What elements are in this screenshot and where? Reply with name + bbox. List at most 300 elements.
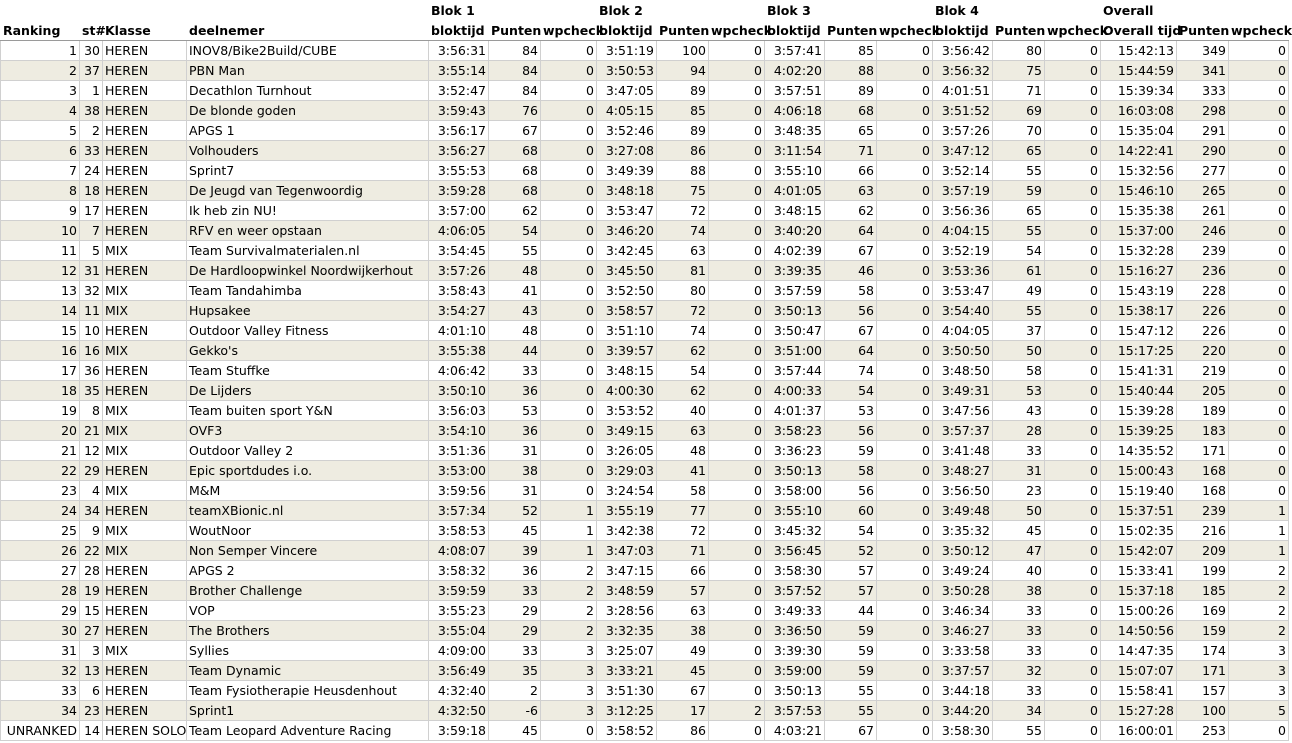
cell-klasse: HEREN [103,621,187,641]
cell-blok2-punten: 88 [657,161,709,181]
cell-startnummer: 35 [80,381,103,401]
cell-blok1-wpcheck: 0 [541,81,597,101]
cell-klasse: HEREN [103,581,187,601]
cell-ranking: 6 [1,141,80,161]
cell-blok1-punten: 84 [489,41,541,61]
cell-blok4-bloktijd: 3:52:14 [933,161,993,181]
cell-startnummer: 23 [80,701,103,721]
cell-overall-punten: 199 [1177,561,1229,581]
cell-blok1-bloktijd: 3:59:59 [429,581,489,601]
cell-blok2-wpcheck: 0 [709,361,765,381]
cell-overall-tijd: 14:22:41 [1101,141,1177,161]
cell-blok4-wpcheck: 0 [1045,301,1101,321]
cell-blok4-wpcheck: 0 [1045,481,1101,501]
blok1-header: Blok 1 [429,1,489,21]
cell-blok2-punten: 77 [657,501,709,521]
cell-blok3-bloktijd: 4:01:05 [765,181,825,201]
cell-blok4-wpcheck: 0 [1045,81,1101,101]
cell-blok2-punten: 72 [657,521,709,541]
cell-blok2-wpcheck: 0 [709,141,765,161]
cell-blok2-wpcheck: 0 [709,261,765,281]
cell-blok3-bloktijd: 4:02:39 [765,241,825,261]
cell-blok3-bloktijd: 3:49:33 [765,601,825,621]
cell-overall-punten: 236 [1177,261,1229,281]
cell-blok4-bloktijd: 3:49:24 [933,561,993,581]
cell-blok3-punten: 68 [825,101,877,121]
cell-blok3-punten: 64 [825,341,877,361]
cell-blok4-punten: 70 [993,121,1045,141]
cell-blok4-punten: 33 [993,601,1045,621]
cell-blok2-wpcheck: 0 [709,81,765,101]
cell-overall-wpcheck: 0 [1229,41,1289,61]
table-row [1,181,1289,201]
cell-blok3-wpcheck: 0 [877,141,933,161]
cell-blok2-bloktijd: 3:26:05 [597,441,657,461]
cell-ranking: 27 [1,561,80,581]
cell-deelnemer: VOP [187,601,429,621]
overall-header: Overall [1101,1,1177,21]
cell-deelnemer: Brother Challenge [187,581,429,601]
cell-blok4-wpcheck: 0 [1045,421,1101,441]
cell-blok1-punten: 52 [489,501,541,521]
cell-blok3-punten: 58 [825,281,877,301]
column-header-row [1,21,1289,41]
cell-overall-tijd: 15:33:41 [1101,561,1177,581]
table-row [1,581,1289,601]
cell-blok1-punten: 29 [489,621,541,641]
cell-blok2-bloktijd: 3:24:54 [597,481,657,501]
cell-klasse: MIX [103,441,187,461]
cell-blok1-punten: 48 [489,321,541,341]
cell-blok1-wpcheck: 2 [541,581,597,601]
cell-ranking: 19 [1,401,80,421]
cell-klasse: HEREN [103,261,187,281]
cell-overall-wpcheck: 0 [1229,221,1289,241]
cell-blok2-bloktijd: 3:48:18 [597,181,657,201]
table-row [1,481,1289,501]
cell-blok2-wpcheck: 0 [709,441,765,461]
cell-blok3-wpcheck: 0 [877,441,933,461]
table-row [1,461,1289,481]
cell-blok1-bloktijd: 3:54:45 [429,241,489,261]
cell-blok1-punten: 68 [489,141,541,161]
cell-blok4-bloktijd: 3:50:28 [933,581,993,601]
cell-overall-wpcheck: 0 [1229,161,1289,181]
table-row [1,41,1289,61]
cell-startnummer: 1 [80,81,103,101]
cell-blok1-wpcheck: 1 [541,501,597,521]
cell-blok2-bloktijd: 3:47:05 [597,81,657,101]
cell-deelnemer: Decathlon Turnhout [187,81,429,101]
cell-overall-tijd: 15:37:00 [1101,221,1177,241]
cell-deelnemer: M&M [187,481,429,501]
cell-blok3-punten: 59 [825,661,877,681]
col-blok1-wpcheck: wpcheck [541,21,597,41]
cell-blok4-punten: 61 [993,261,1045,281]
cell-startnummer: 8 [80,401,103,421]
cell-blok2-wpcheck: 0 [709,641,765,661]
cell-blok4-bloktijd: 4:04:05 [933,321,993,341]
cell-blok2-punten: 45 [657,661,709,681]
cell-blok3-bloktijd: 3:57:44 [765,361,825,381]
cell-blok3-punten: 88 [825,61,877,81]
cell-deelnemer: De blonde goden [187,101,429,121]
table-row [1,661,1289,681]
table-row [1,341,1289,361]
cell-overall-punten: 239 [1177,501,1229,521]
cell-blok1-bloktijd: 4:32:50 [429,701,489,721]
col-blok4-punten: Punten [993,21,1045,41]
cell-blok2-bloktijd: 3:52:50 [597,281,657,301]
cell-blok1-wpcheck: 0 [541,181,597,201]
cell-blok3-punten: 63 [825,181,877,201]
cell-klasse: HEREN [103,61,187,81]
cell-blok1-punten: 39 [489,541,541,561]
cell-startnummer: 28 [80,561,103,581]
cell-blok4-punten: 59 [993,181,1045,201]
cell-blok4-punten: 47 [993,541,1045,561]
cell-blok4-wpcheck: 0 [1045,561,1101,581]
cell-blok4-punten: 55 [993,161,1045,181]
cell-deelnemer: RFV en weer opstaan [187,221,429,241]
cell-overall-wpcheck: 1 [1229,521,1289,541]
cell-overall-wpcheck: 2 [1229,581,1289,601]
cell-startnummer: 24 [80,161,103,181]
cell-blok2-wpcheck: 0 [709,381,765,401]
cell-blok1-bloktijd: 3:55:14 [429,61,489,81]
cell-ranking: 26 [1,541,80,561]
cell-blok3-bloktijd: 3:57:59 [765,281,825,301]
cell-overall-punten: 291 [1177,121,1229,141]
cell-blok2-punten: 67 [657,681,709,701]
cell-blok3-wpcheck: 0 [877,341,933,361]
cell-blok1-wpcheck: 0 [541,341,597,361]
table-row [1,721,1289,741]
cell-startnummer: 27 [80,621,103,641]
cell-blok4-punten: 49 [993,281,1045,301]
cell-ranking: 17 [1,361,80,381]
cell-blok2-punten: 75 [657,181,709,201]
cell-klasse: HEREN [103,361,187,381]
cell-blok4-wpcheck: 0 [1045,361,1101,381]
cell-blok2-bloktijd: 3:32:35 [597,621,657,641]
table-row [1,121,1289,141]
cell-blok4-wpcheck: 0 [1045,501,1101,521]
cell-blok3-bloktijd: 3:55:10 [765,501,825,521]
cell-blok1-punten: 43 [489,301,541,321]
cell-overall-wpcheck: 0 [1229,361,1289,381]
cell-blok3-bloktijd: 3:57:51 [765,81,825,101]
cell-blok1-punten: 33 [489,361,541,381]
cell-blok2-bloktijd: 3:48:15 [597,361,657,381]
cell-startnummer: 17 [80,201,103,221]
cell-blok1-bloktijd: 3:58:43 [429,281,489,301]
cell-startnummer: 29 [80,461,103,481]
cell-deelnemer: Non Semper Vincere [187,541,429,561]
cell-startnummer: 3 [80,641,103,661]
cell-blok2-punten: 72 [657,201,709,221]
cell-blok1-punten: 31 [489,441,541,461]
cell-blok1-bloktijd: 3:58:32 [429,561,489,581]
cell-blok4-punten: 54 [993,241,1045,261]
col-blok2-punten: Punten [657,21,709,41]
cell-overall-tijd: 15:37:51 [1101,501,1177,521]
cell-startnummer: 21 [80,421,103,441]
cell-ranking: 14 [1,301,80,321]
cell-deelnemer: Volhouders [187,141,429,161]
cell-blok4-bloktijd: 3:44:18 [933,681,993,701]
cell-overall-wpcheck: 2 [1229,621,1289,641]
cell-blok1-bloktijd: 3:56:03 [429,401,489,421]
cell-blok4-bloktijd: 3:51:52 [933,101,993,121]
cell-blok1-punten: 68 [489,181,541,201]
cell-overall-punten: 228 [1177,281,1229,301]
cell-blok2-punten: 71 [657,541,709,561]
cell-startnummer: 38 [80,101,103,121]
cell-klasse: MIX [103,341,187,361]
cell-blok4-wpcheck: 0 [1045,581,1101,601]
cell-startnummer: 10 [80,321,103,341]
cell-overall-tijd: 15:35:04 [1101,121,1177,141]
cell-blok1-punten: 48 [489,261,541,281]
cell-overall-wpcheck: 0 [1229,461,1289,481]
cell-blok3-wpcheck: 0 [877,541,933,561]
cell-klasse: MIX [103,281,187,301]
cell-blok2-wpcheck: 0 [709,241,765,261]
cell-deelnemer: teamXBionic.nl [187,501,429,521]
cell-overall-punten: 157 [1177,681,1229,701]
cell-blok3-punten: 58 [825,461,877,481]
cell-blok4-bloktijd: 3:56:50 [933,481,993,501]
cell-overall-tijd: 15:47:12 [1101,321,1177,341]
cell-blok1-punten: 41 [489,281,541,301]
cell-blok4-bloktijd: 3:47:56 [933,401,993,421]
cell-blok3-wpcheck: 0 [877,281,933,301]
cell-blok3-punten: 56 [825,481,877,501]
cell-overall-tijd: 15:44:59 [1101,61,1177,81]
cell-blok1-punten: 45 [489,521,541,541]
cell-blok4-bloktijd: 3:52:19 [933,241,993,261]
cell-blok2-bloktijd: 3:28:56 [597,601,657,621]
cell-deelnemer: APGS 1 [187,121,429,141]
cell-blok1-bloktijd: 3:56:49 [429,661,489,681]
cell-ranking: 7 [1,161,80,181]
cell-klasse: HEREN [103,501,187,521]
cell-blok1-wpcheck: 2 [541,561,597,581]
cell-ranking: 34 [1,701,80,721]
col-overall-tijd: Overall tijd [1101,21,1177,41]
cell-blok3-punten: 46 [825,261,877,281]
cell-overall-tijd: 15:38:17 [1101,301,1177,321]
cell-overall-punten: 168 [1177,481,1229,501]
blok4-header: Blok 4 [933,1,993,21]
cell-blok4-wpcheck: 0 [1045,641,1101,661]
cell-blok2-punten: 81 [657,261,709,281]
cell-deelnemer: APGS 2 [187,561,429,581]
cell-blok2-wpcheck: 0 [709,301,765,321]
cell-overall-tijd: 15:42:07 [1101,541,1177,561]
cell-blok4-wpcheck: 0 [1045,661,1101,681]
cell-blok1-punten: 84 [489,61,541,81]
cell-overall-wpcheck: 0 [1229,421,1289,441]
cell-blok3-wpcheck: 0 [877,521,933,541]
cell-blok4-punten: 69 [993,101,1045,121]
cell-blok3-bloktijd: 3:59:00 [765,661,825,681]
cell-blok3-punten: 64 [825,221,877,241]
cell-blok4-bloktijd: 3:48:27 [933,461,993,481]
table-row [1,681,1289,701]
cell-deelnemer: Ik heb zin NU! [187,201,429,221]
cell-startnummer: 2 [80,121,103,141]
cell-blok3-punten: 67 [825,721,877,741]
cell-overall-wpcheck: 0 [1229,141,1289,161]
cell-blok4-punten: 40 [993,561,1045,581]
cell-deelnemer: WoutNoor [187,521,429,541]
cell-blok2-punten: 54 [657,361,709,381]
cell-overall-punten: 183 [1177,421,1229,441]
cell-blok2-wpcheck: 0 [709,721,765,741]
cell-blok1-bloktijd: 3:52:47 [429,81,489,101]
cell-blok4-punten: 38 [993,581,1045,601]
cell-blok3-wpcheck: 0 [877,501,933,521]
cell-blok2-punten: 89 [657,121,709,141]
cell-blok4-wpcheck: 0 [1045,381,1101,401]
cell-startnummer: 30 [80,41,103,61]
cell-blok2-punten: 85 [657,101,709,121]
cell-blok2-wpcheck: 0 [709,621,765,641]
cell-overall-tijd: 15:02:35 [1101,521,1177,541]
cell-blok3-punten: 62 [825,201,877,221]
cell-blok3-wpcheck: 0 [877,301,933,321]
cell-blok2-punten: 74 [657,321,709,341]
cell-ranking: 9 [1,201,80,221]
cell-blok2-punten: 40 [657,401,709,421]
cell-blok4-bloktijd: 3:44:20 [933,701,993,721]
cell-deelnemer: Sprint7 [187,161,429,181]
cell-overall-punten: 185 [1177,581,1229,601]
cell-blok4-punten: 65 [993,141,1045,161]
cell-blok1-bloktijd: 3:59:43 [429,101,489,121]
cell-ranking: 28 [1,581,80,601]
cell-blok4-bloktijd: 3:49:31 [933,381,993,401]
cell-blok2-bloktijd: 3:47:15 [597,561,657,581]
cell-overall-wpcheck: 0 [1229,401,1289,421]
cell-startnummer: 5 [80,241,103,261]
cell-blok1-punten: 45 [489,721,541,741]
cell-overall-wpcheck: 1 [1229,541,1289,561]
cell-blok2-bloktijd: 3:42:45 [597,241,657,261]
cell-blok1-bloktijd: 3:59:28 [429,181,489,201]
cell-blok4-wpcheck: 0 [1045,41,1101,61]
cell-blok1-bloktijd: 3:50:10 [429,381,489,401]
cell-blok2-wpcheck: 0 [709,481,765,501]
cell-blok3-punten: 67 [825,321,877,341]
cell-ranking: 12 [1,261,80,281]
cell-blok3-punten: 54 [825,381,877,401]
col-blok3-punten: Punten [825,21,877,41]
cell-blok1-wpcheck: 0 [541,241,597,261]
cell-overall-tijd: 15:58:41 [1101,681,1177,701]
table-row [1,321,1289,341]
cell-blok2-punten: 66 [657,561,709,581]
cell-blok3-wpcheck: 0 [877,361,933,381]
cell-klasse: HEREN [103,161,187,181]
cell-blok2-wpcheck: 0 [709,461,765,481]
cell-overall-punten: 341 [1177,61,1229,81]
cell-blok2-bloktijd: 3:52:46 [597,121,657,141]
cell-klasse: HEREN [103,41,187,61]
cell-ranking: 20 [1,421,80,441]
cell-blok4-bloktijd: 3:50:50 [933,341,993,361]
cell-overall-punten: 220 [1177,341,1229,361]
cell-overall-tijd: 15:40:44 [1101,381,1177,401]
cell-startnummer: 12 [80,441,103,461]
cell-blok4-punten: 75 [993,61,1045,81]
cell-blok2-punten: 94 [657,61,709,81]
cell-blok4-bloktijd: 3:46:34 [933,601,993,621]
cell-blok3-wpcheck: 0 [877,581,933,601]
cell-blok2-punten: 48 [657,441,709,461]
cell-ranking: 21 [1,441,80,461]
cell-blok1-punten: 62 [489,201,541,221]
cell-ranking: 22 [1,461,80,481]
cell-ranking: UNRANKED [1,721,80,741]
cell-startnummer: 37 [80,61,103,81]
cell-blok4-bloktijd: 3:48:50 [933,361,993,381]
cell-deelnemer: Sprint1 [187,701,429,721]
cell-blok3-bloktijd: 4:02:20 [765,61,825,81]
table-row [1,141,1289,161]
cell-blok2-bloktijd: 3:12:25 [597,701,657,721]
cell-klasse: HEREN [103,381,187,401]
col-blok2-wpcheck: wpcheck [709,21,765,41]
block-header-row [1,1,1289,21]
cell-blok2-bloktijd: 3:46:20 [597,221,657,241]
cell-blok1-punten: 29 [489,601,541,621]
cell-blok1-bloktijd: 3:56:17 [429,121,489,141]
cell-blok1-bloktijd: 3:57:26 [429,261,489,281]
cell-blok4-punten: 55 [993,301,1045,321]
cell-deelnemer: Outdoor Valley 2 [187,441,429,461]
cell-startnummer: 7 [80,221,103,241]
cell-blok2-wpcheck: 0 [709,661,765,681]
cell-blok3-bloktijd: 3:50:47 [765,321,825,341]
cell-blok2-wpcheck: 0 [709,121,765,141]
cell-blok2-wpcheck: 0 [709,61,765,81]
cell-overall-punten: 349 [1177,41,1229,61]
cell-ranking: 8 [1,181,80,201]
cell-blok2-punten: 62 [657,341,709,361]
cell-deelnemer: Syllies [187,641,429,661]
cell-blok1-bloktijd: 3:56:27 [429,141,489,161]
cell-blok4-bloktijd: 3:33:58 [933,641,993,661]
cell-overall-punten: 277 [1177,161,1229,181]
cell-startnummer: 16 [80,341,103,361]
cell-overall-tijd: 15:42:13 [1101,41,1177,61]
cell-overall-tijd: 14:47:35 [1101,641,1177,661]
cell-blok4-punten: 55 [993,221,1045,241]
cell-blok2-punten: 86 [657,141,709,161]
cell-blok3-bloktijd: 4:00:33 [765,381,825,401]
cell-blok2-bloktijd: 3:25:07 [597,641,657,661]
cell-blok1-wpcheck: 0 [541,461,597,481]
cell-blok3-bloktijd: 3:45:32 [765,521,825,541]
cell-overall-punten: 171 [1177,441,1229,461]
cell-blok1-bloktijd: 3:55:04 [429,621,489,641]
table-row [1,281,1289,301]
cell-deelnemer: Epic sportdudes i.o. [187,461,429,481]
cell-overall-wpcheck: 0 [1229,201,1289,221]
